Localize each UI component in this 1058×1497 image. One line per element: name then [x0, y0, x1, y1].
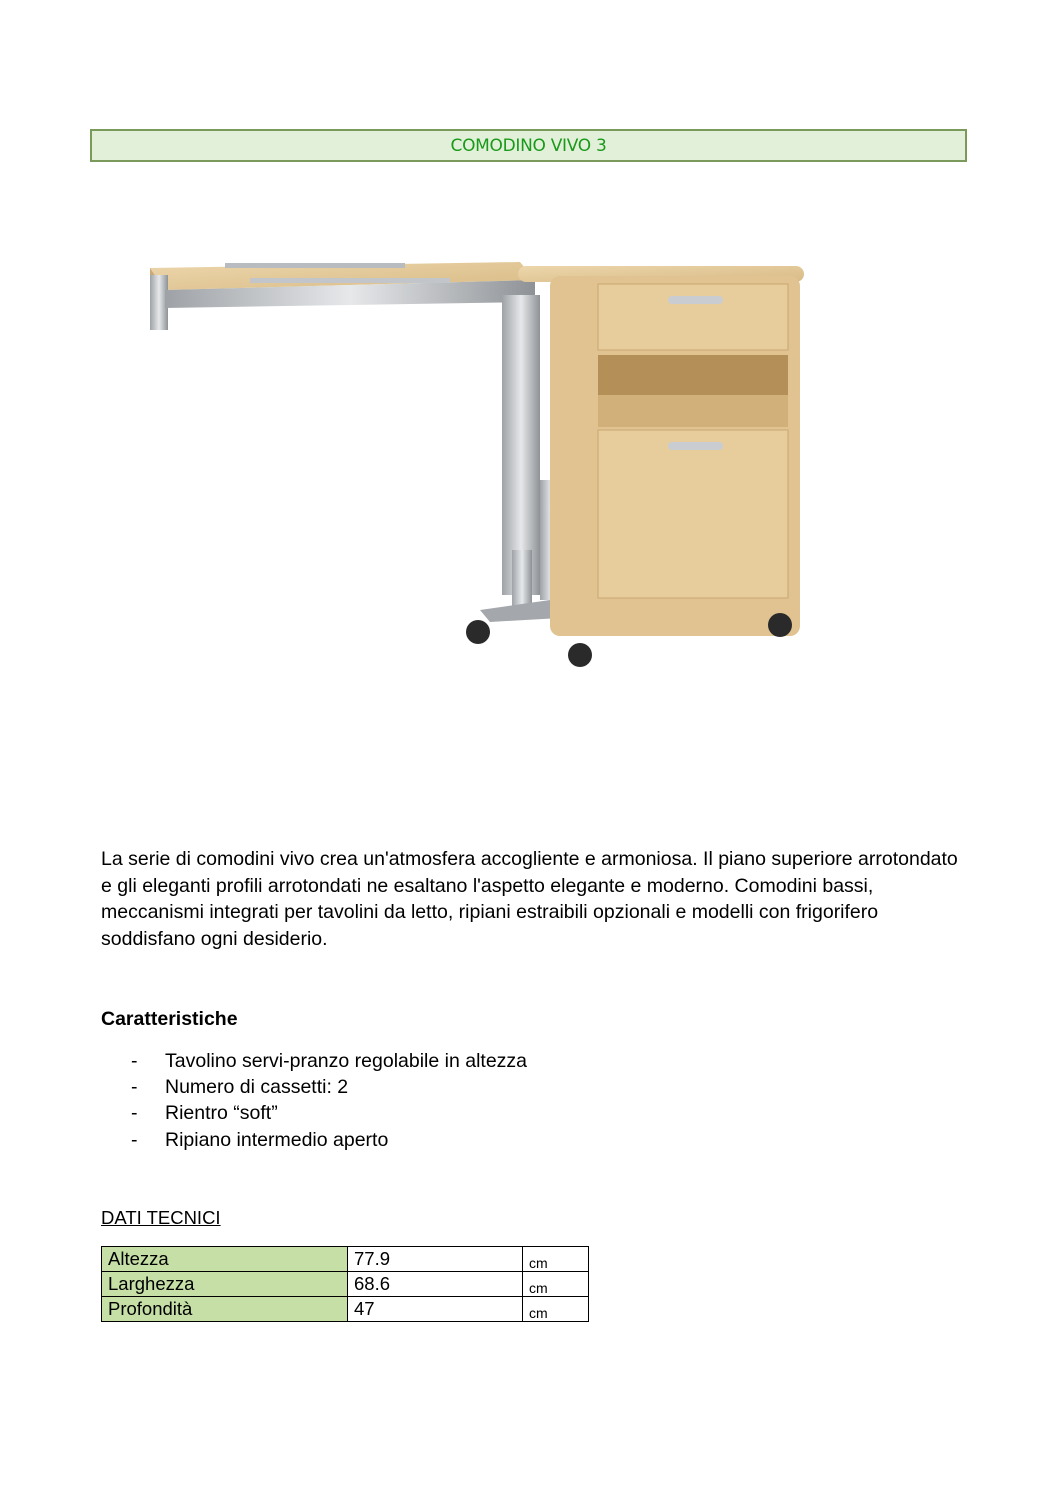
list-dash: - [131, 1076, 138, 1099]
features-title: Caratteristiche [101, 1008, 238, 1030]
list-dash: - [131, 1128, 138, 1151]
features-list [101, 1048, 527, 1153]
list-item [101, 1074, 527, 1100]
feature-text: Tavolino servi-pranzo regolabile in altezza [165, 1050, 528, 1072]
table-row [102, 1297, 589, 1322]
spec-label: Profondità [102, 1297, 348, 1322]
feature-text: Numero di cassetti: 2 [165, 1076, 349, 1099]
feature-text: Rientro “soft” [165, 1102, 278, 1125]
product-image [140, 240, 820, 680]
tech-data-title: DATI TECNICI [101, 1207, 221, 1228]
list-item [101, 1100, 527, 1126]
spec-label: Altezza [102, 1247, 348, 1272]
list-item [101, 1048, 527, 1074]
spec-value: 68.6 [348, 1272, 523, 1297]
table-row [102, 1272, 589, 1297]
list-item [101, 1127, 527, 1153]
spec-unit: cm [523, 1272, 589, 1297]
feature-text: Ripiano intermedio aperto [165, 1128, 389, 1151]
spec-table [101, 1246, 589, 1322]
spec-unit: cm [523, 1247, 589, 1272]
spec-label: Larghezza [102, 1272, 348, 1297]
product-title: COMODINO VIVO 3 [450, 135, 607, 156]
product-description: La serie di comodini vivo crea un'atmosfera accogliente e armoniosa. Il piano superiore arrotondato e gli eleganti profili arrotondati ne esaltano l'aspetto elegante e moderno. Comodini bassi, meccanismi integrati per tavolini da letto, ripiani estraibili opzionali e modelli con frigorifero soddisfano ogni desiderio. [101, 848, 958, 950]
product-title-box [90, 129, 967, 162]
table-row [102, 1247, 589, 1272]
spec-value: 77.9 [348, 1247, 523, 1272]
list-dash: - [131, 1102, 138, 1125]
spec-unit: cm [523, 1297, 589, 1322]
spec-value: 47 [348, 1297, 523, 1322]
list-dash: - [131, 1050, 138, 1072]
